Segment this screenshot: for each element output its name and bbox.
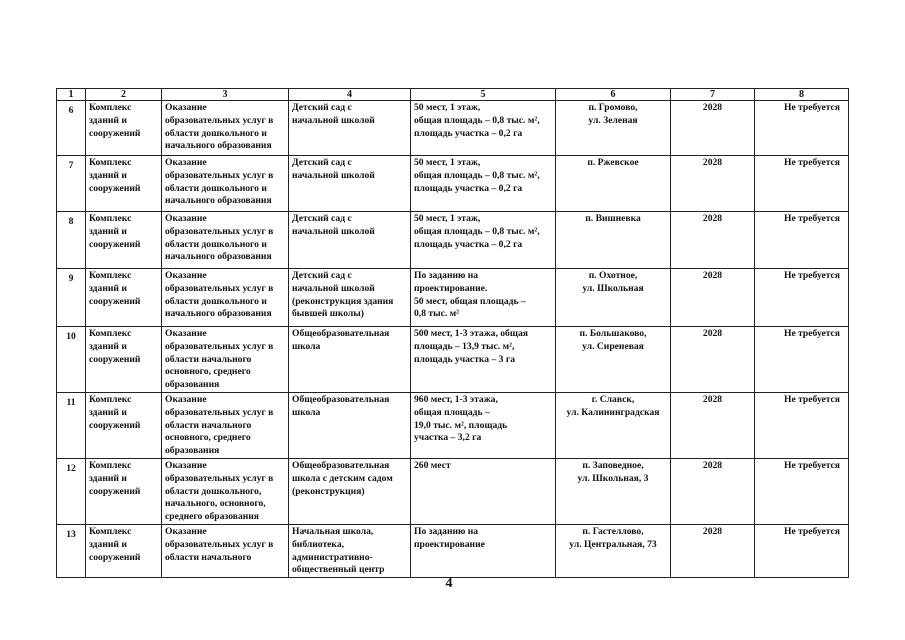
column-number: 2 bbox=[86, 89, 162, 101]
implementation-year: 2028 bbox=[671, 327, 755, 393]
object-purpose: Оказание образовательных услуг в области дошкольного и начального образования bbox=[162, 212, 289, 269]
object-type: Комплекс зданий и сооружений bbox=[86, 101, 162, 156]
object-name: Детский сад с начальной школой bbox=[289, 212, 411, 269]
object-location: п. Гастеллово, ул. Центральная, 73 bbox=[556, 524, 671, 577]
object-location: п. Охотное, ул. Школьная bbox=[556, 269, 671, 327]
column-number-row bbox=[57, 89, 849, 101]
object-name: Общеобразовательная школа bbox=[289, 393, 411, 459]
object-purpose: Оказание образовательных услуг в области дошкольного и начального образования bbox=[162, 269, 289, 327]
page-number: 4 bbox=[445, 576, 453, 591]
object-purpose: Оказание образовательных услуг в области начального основного, среднего образования bbox=[162, 393, 289, 459]
object-parameters: 50 мест, 1 этаж, общая площадь – 0,8 тыс. м², площадь участка – 0,2 га bbox=[411, 212, 556, 269]
table-row bbox=[57, 212, 849, 269]
object-type: Комплекс зданий и сооружений bbox=[86, 393, 162, 459]
implementation-year: 2028 bbox=[671, 156, 755, 212]
table-row bbox=[57, 459, 849, 525]
table-row bbox=[57, 393, 849, 459]
object-purpose: Оказание образовательных услуг в области дошкольного и начального образования bbox=[162, 156, 289, 212]
object-purpose: Оказание образовательных услуг в области дошкольного, начального, основного, среднего образования bbox=[162, 459, 289, 525]
object-location: п. Ржевское bbox=[556, 156, 671, 212]
object-purpose: Оказание образовательных услуг в области начального bbox=[162, 524, 289, 577]
row-number: 10 bbox=[57, 327, 86, 393]
object-parameters: 50 мест, 1 этаж, общая площадь – 0,8 тыс. м², площадь участка – 0,2 га bbox=[411, 101, 556, 156]
object-name: Общеобразовательная школа с детским садом (реконструкция) bbox=[289, 459, 411, 525]
object-name: Детский сад с начальной школой bbox=[289, 101, 411, 156]
column-number: 6 bbox=[556, 89, 671, 101]
protection-zone: Не требуется bbox=[755, 393, 849, 459]
object-location: г. Славск, ул. Калининградская bbox=[556, 393, 671, 459]
protection-zone: Не требуется bbox=[755, 156, 849, 212]
object-location: п. Вишневка bbox=[556, 212, 671, 269]
object-type: Комплекс зданий и сооружений bbox=[86, 212, 162, 269]
column-number: 1 bbox=[57, 89, 86, 101]
implementation-year: 2028 bbox=[671, 393, 755, 459]
protection-zone: Не требуется bbox=[755, 524, 849, 577]
table-row bbox=[57, 101, 849, 156]
object-location: п. Громово, ул. Зеленая bbox=[556, 101, 671, 156]
object-parameters: По заданию на проектирование. 50 мест, общая площадь – 0,8 тыс. м² bbox=[411, 269, 556, 327]
planning-table bbox=[56, 88, 849, 578]
object-purpose: Оказание образовательных услуг в области дошкольного и начального образования bbox=[162, 101, 289, 156]
column-number: 7 bbox=[671, 89, 755, 101]
row-number: 13 bbox=[57, 524, 86, 577]
column-number: 4 bbox=[289, 89, 411, 101]
column-number: 5 bbox=[411, 89, 556, 101]
implementation-year: 2028 bbox=[671, 212, 755, 269]
row-number: 11 bbox=[57, 393, 86, 459]
implementation-year: 2028 bbox=[671, 101, 755, 156]
row-number: 7 bbox=[57, 156, 86, 212]
table-row bbox=[57, 156, 849, 212]
table-row bbox=[57, 269, 849, 327]
object-purpose: Оказание образовательных услуг в области начального основного, среднего образования bbox=[162, 327, 289, 393]
protection-zone: Не требуется bbox=[755, 101, 849, 156]
protection-zone: Не требуется bbox=[755, 459, 849, 525]
object-parameters: По заданию на проектирование bbox=[411, 524, 556, 577]
protection-zone: Не требуется bbox=[755, 327, 849, 393]
row-number: 6 bbox=[57, 101, 86, 156]
object-name: Начальная школа, библиотека, административно- общественный центр bbox=[289, 524, 411, 577]
table-row bbox=[57, 327, 849, 393]
object-parameters: 260 мест bbox=[411, 459, 556, 525]
object-parameters: 960 мест, 1-3 этажа, общая площадь – 19,0 тыс. м², площадь участка – 3,2 га bbox=[411, 393, 556, 459]
row-number: 12 bbox=[57, 459, 86, 525]
row-number: 8 bbox=[57, 212, 86, 269]
column-number: 8 bbox=[755, 89, 849, 101]
row-number: 9 bbox=[57, 269, 86, 327]
object-type: Комплекс зданий и сооружений bbox=[86, 156, 162, 212]
implementation-year: 2028 bbox=[671, 459, 755, 525]
column-number: 3 bbox=[162, 89, 289, 101]
table-row bbox=[57, 524, 849, 577]
object-location: п. Заповедное, ул. Школьная, 3 bbox=[556, 459, 671, 525]
object-name: Общеобразовательная школа bbox=[289, 327, 411, 393]
object-name: Детский сад с начальной школой (реконструкция здания бывшей школы) bbox=[289, 269, 411, 327]
object-parameters: 50 мест, 1 этаж, общая площадь – 0,8 тыс. м², площадь участка – 0,2 га bbox=[411, 156, 556, 212]
object-parameters: 500 мест, 1-3 этажа, общая площадь – 13,9 тыс. м², площадь участка – 3 га bbox=[411, 327, 556, 393]
implementation-year: 2028 bbox=[671, 524, 755, 577]
object-type: Комплекс зданий и сооружений bbox=[86, 327, 162, 393]
protection-zone: Не требуется bbox=[755, 269, 849, 327]
object-type: Комплекс зданий и сооружений bbox=[86, 524, 162, 577]
implementation-year: 2028 bbox=[671, 269, 755, 327]
object-type: Комплекс зданий и сооружений bbox=[86, 269, 162, 327]
protection-zone: Не требуется bbox=[755, 212, 849, 269]
object-location: п. Большаково, ул. Сиреневая bbox=[556, 327, 671, 393]
object-name: Детский сад с начальной школой bbox=[289, 156, 411, 212]
object-type: Комплекс зданий и сооружений bbox=[86, 459, 162, 525]
